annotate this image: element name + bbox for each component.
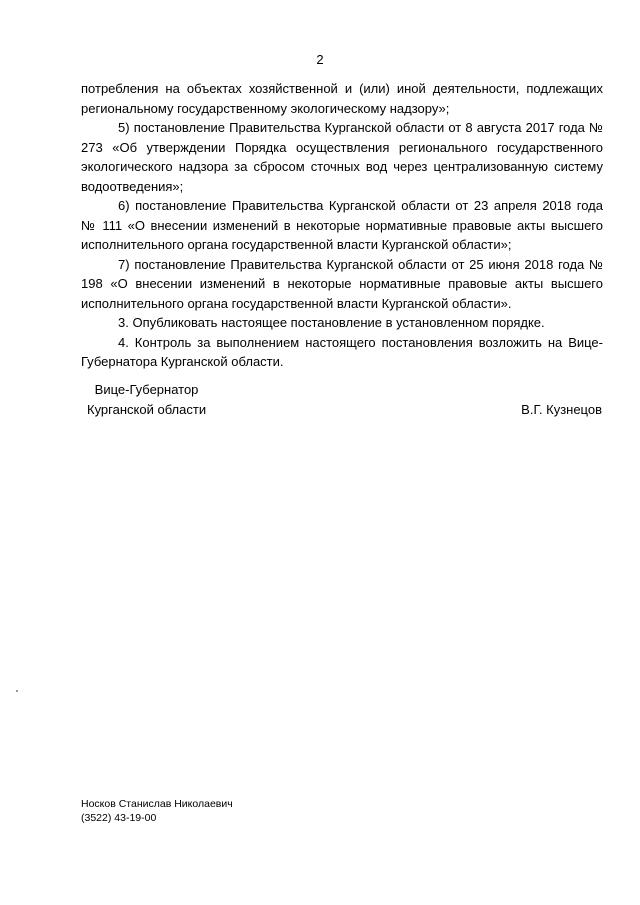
signatory-title-line-1: Вице-Губернатор: [94, 382, 199, 397]
document-body: [81, 79, 603, 372]
paragraph-clause-4: 4. Контроль за выполнением настоящего постановления возложить на Вице-Губернатора Курганской области.: [81, 334, 603, 369]
signatory-name: В.Г. Кузнецов: [521, 402, 602, 417]
paragraph-clause-3: 3. Опубликовать настоящее постановление в установленном порядке.: [118, 315, 545, 330]
executor-info: [81, 797, 233, 825]
executor-name: Носков Станислав Николаевич: [81, 798, 233, 810]
paragraph-continuation: потребления на объектах хозяйственной и (или) иной деятельности, подлежащих региональному государственному экологическому надзору»;: [81, 81, 603, 116]
paragraph-item-7: 7) постановление Правительства Курганской области от 25 июня 2018 года № 198 «О внесении изменений в некоторые нормативные правовые акты высшего исполнительного органа государственной власти Курганской области».: [81, 256, 603, 311]
page-number: 2: [316, 52, 324, 67]
paragraph-item-6: 6) постановление Правительства Курганской области от 23 апреля 2018 года № 111 «О внесении изменений в некоторые нормативные правовые акты высшего исполнительного органа государственной власти Курганской области»;: [81, 198, 603, 252]
signatory-title: [87, 380, 206, 420]
paragraph-item-5: 5) постановление Правительства Курганской области от 8 августа 2017 года № 273 «Об утверждении Порядка осуществления регионального государственного экологического надзора за сбросом сточных вод через централизованную систему водоотведения»;: [81, 120, 603, 194]
scan-artifact-dot: [16, 690, 18, 692]
executor-phone: (3522) 43-19-00: [81, 812, 157, 824]
signatory-title-line-2: Курганской области: [87, 402, 207, 417]
